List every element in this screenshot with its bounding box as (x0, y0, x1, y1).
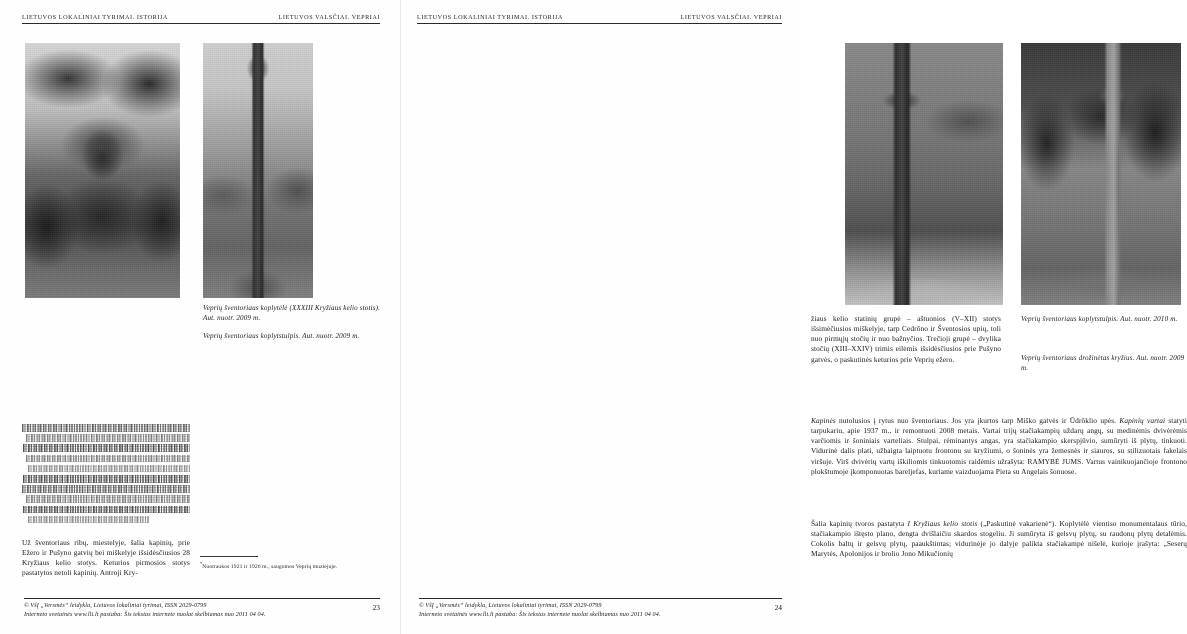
running-head-rule (22, 23, 380, 24)
caption-chapel: Veprių šventoriaus koplytėlė (XXXIII Kryžiaus kelio stotis). Aut. nuotr. 2009 m. (203, 304, 381, 323)
para3-text-two: („Paskutinė vakarienė“). Koplytėlė vientiso monumentalaus tūrio, stačiakampio ištęsto plano, dengta dvišlaičiu skardos stogeliu. Ji sumūryta iš gelsvų plytų, su raudonų plytų detalėmis. Cokolis baltų ir gelsvų plytų, paaukštintas; vidurinėje jo dalyje palikta stačiakampė nišelė, kurioje įrašyta: „Seserų Marytės, Apolonijos ir brolio Jono Mikučionių (811, 519, 1187, 559)
photo-grain (845, 43, 1003, 305)
footer-website-note: Interneto svetainės www.llt.lt pastaba: Šis tekstas internete nuolat skelbiamas nuo 2011 04 04. (24, 611, 266, 618)
right-page-footer (419, 598, 782, 620)
left-page-footer (24, 598, 380, 620)
right-page-number: 24 (774, 602, 782, 612)
para3-text-one: Šalia kapinių tvoros pastatyta (811, 519, 908, 528)
caption-church-cross: Veprių šventoriaus koplytstulpis. Aut. nuotr. 2010 m. (1021, 315, 1178, 323)
footnote-text: Nuotraukos 1921 ir 1926 m., saugomos Veprių muziejuje. (202, 563, 338, 570)
church-cross-photo (845, 43, 1003, 305)
running-head-left-title: LIETUVOS LOKALINIAI TYRIMAI. ISTORIJA (22, 14, 168, 21)
left-footnote (200, 556, 372, 571)
running-head-left-title: LIETUVOS LOKALINIAI TYRIMAI. ISTORIJA (417, 14, 563, 21)
running-head-right-title: LIETUVOS VALSČIAI. VEPRIAI (680, 14, 782, 21)
para2-text-two: statyti tarpukariu, apie 1937 m., ir remontuoti 2008 metais. Vartai trijų stačiakampių uždarų angų, su medinėmis dvivėrėmis varčiomis ir šoniniais varteliais. Stulpai, rėminantys angas, yra stačiakampio skerspjūvio, sumūryti iš plytų, tinkuoti. Vidurinė dalis plati, užbaigta laiptuotu frontonu su kryžiumi, o šoninės yra žemesnės ir siauros, su stilizuotais fakelais viršuje. Virš dvivėrių vartų iškiliomis tinkuotomis raidėmis užrašyta: RAMYBĖ JUMS. Vartus vainikuojančioje frontono plokštumoje įkomponuotas bareljefas, kuriame vaizduojama Pieta su Angelais šonuose. (811, 416, 1187, 476)
footnote-rule (200, 556, 258, 557)
caption-pillar: Veprių šventoriaus koplytstulpis. Aut. nuotr. 2009 m. (203, 332, 360, 340)
running-head-rule (417, 23, 782, 24)
para2-italic-one: Kapinės (811, 416, 836, 425)
photo-grain (203, 43, 313, 298)
left-page-number: 23 (372, 602, 380, 612)
pillar-photo (203, 43, 313, 298)
para2-text-one: nutolusios į rytus nuo šventoriaus. Jos yra įkurtos tarp Miško gatvės ir Ūdrôklio upės. (835, 416, 1120, 425)
footer-website-note: Interneto svetainės www.llt.lt pastaba: Šis tekstas internete nuolat skelbiamas nuo 2011 04 04. (419, 611, 661, 618)
stone-cross-photo (1021, 43, 1181, 305)
left-page-running-head (22, 14, 380, 30)
right-page-running-head (417, 14, 782, 30)
right-column-paragraph-text: žiaus kelio statinių grupė – aštuonios (V–XII) stotys išsimėčiusios miškelyje, tarp Cedrôno ir Šventosios upių, toli nuo pirmųjų stočių ir nuo bažnyčios. Trečioji grupė – dvylika stočių (XIII–XXIV) trimis eilėmis išsidėsčiusios prie Pušyno gatvės, o paskutinės keturios prie Veprių ežero. (811, 314, 1001, 364)
para2-italic-two: Kapinių vartai (1119, 416, 1166, 425)
chapel-photo (25, 43, 180, 298)
right-column-paragraph (811, 314, 1001, 365)
left-page (0, 0, 400, 634)
photo-grain (25, 43, 180, 298)
para3-italic-one: I Kryžiaus kelio stotis (907, 519, 978, 528)
footer-copyright-line: © VšĮ „Versmės“ leidykla, Lietuvos lokaliniai tyrimai, ISSN 2029-0799 (24, 602, 207, 609)
left-body-paragraph-text: Už šventoriaus ribų, miestelyje, šalia kapinių, prie Ežero ir Pušyno gatvių bei miškelyje išsidėsčiusios 28 Kryžiaus kelio stotys. Keturios pirmosios stotys pastatytos netoli kapinių. Antroji Kry- (22, 538, 190, 578)
left-body-paragraph (22, 538, 190, 579)
right-paragraph-two (811, 416, 1187, 477)
footnote-marker: * (200, 560, 203, 566)
degraded-text-block (22, 424, 190, 536)
right-paragraph-three (811, 519, 1187, 560)
running-head-right-title: LIETUVOS VALSČIAI. VEPRIAI (278, 14, 380, 21)
photo-grain (1021, 43, 1181, 305)
footer-copyright-line: © VšĮ „Versmės“ leidykla, Lietuvos lokaliniai tyrimai, ISSN 2029-0799 (419, 602, 602, 609)
caption-stone-cross: Veprių šventoriaus drožinėtas kryžius. Aut. nuotr. 2009 m. (1021, 354, 1185, 373)
right-page (400, 0, 1187, 634)
